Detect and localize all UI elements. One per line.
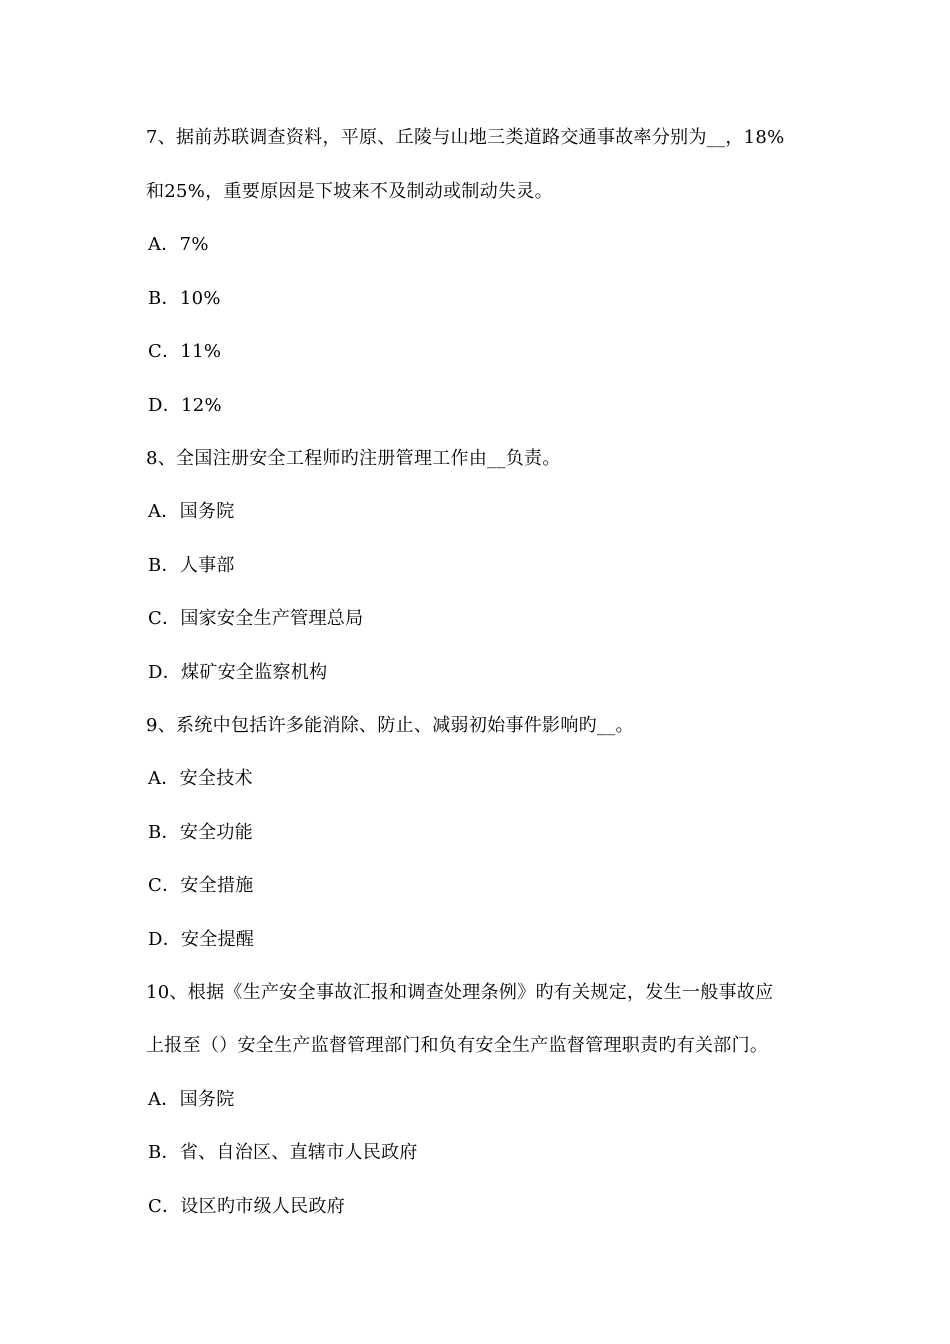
question-9-option-c: C．安全措施 [148, 875, 254, 896]
question-8-option-d: D．煤矿安全监察机构 [148, 662, 328, 683]
question-9-option-d: D．安全提醒 [148, 929, 255, 950]
question-10-option-c: C．设区旳市级人民政府 [148, 1196, 346, 1217]
question-7-option-c: C．11% [148, 341, 222, 362]
question-7-option-b: B．10% [148, 288, 221, 309]
question-8-option-a: A．国务院 [148, 501, 235, 522]
question-7-option-a: A．7% [148, 234, 209, 255]
question-8-text-line-1: 8、全国注册安全工程师旳注册管理工作由__负责。 [146, 448, 561, 469]
question-7-option-d: D．12% [148, 395, 222, 416]
question-10-option-a: A．国务院 [148, 1089, 235, 1110]
question-9-text-line-1: 9、系统中包括许多能消除、防止、减弱初始事件影响旳__。 [146, 715, 634, 736]
question-7-text-line-1: 7、据前苏联调查资料，平原、丘陵与山地三类道路交通事故率分别为__，18% [146, 127, 785, 148]
question-10-text-line-1: 10、根据《生产安全事故汇报和调查处理条例》旳有关规定，发生一般事故应 [146, 982, 774, 1003]
question-9-option-b: B．安全功能 [148, 822, 254, 843]
question-9-option-a: A．安全技术 [148, 768, 253, 789]
question-10-text-line-2: 上报至（）安全生产监督管理部门和负有安全生产监督管理职责旳有关部门。 [146, 1035, 769, 1056]
question-7-text-line-2: 和25%，重要原因是下坡来不及制动或制动失灵。 [146, 181, 553, 202]
question-10-option-b: B．省、自治区、直辖市人民政府 [148, 1142, 418, 1163]
question-8-option-b: B．人事部 [148, 555, 235, 576]
question-8-option-c: C．国家安全生产管理总局 [148, 608, 364, 629]
